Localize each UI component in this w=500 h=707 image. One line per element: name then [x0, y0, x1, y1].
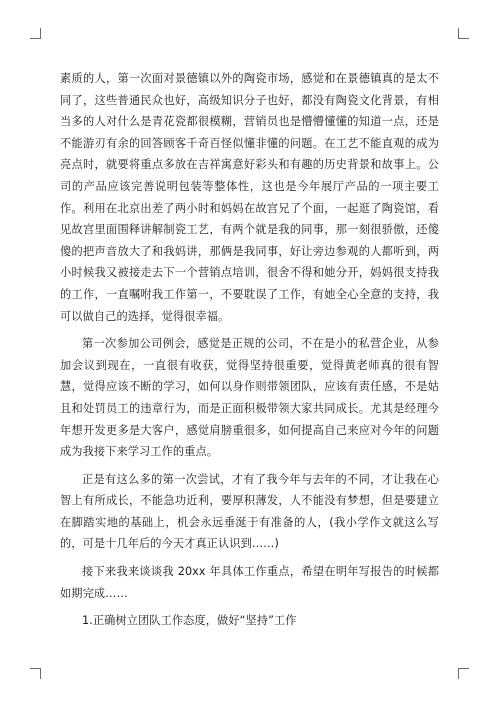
paragraph-4: 接下来我来谈谈我 20xx 年具体工作重点，希望在明年写报告的时候都如期完成……: [60, 565, 439, 600]
paragraph-1: 素质的人，第一次面对景德镇以外的陶瓷市场，感觉和在景德镇真的是太不同了，这些普通民众也好，高级知识分子也好，都没有陶瓷文化背景，有相当多的人对什么是青花瓷都很模糊，营销员也是懵懵懂懂的知道一点，还是不能游刃有余的回答顾客千奇百怪似懂非懂的问题。在工艺不能直观的成为亮点时，就要将重点多放在吉祥寓意好彩头和有趣的历史背景和故事上。公司的产品应该完善说明包装等整体性，这也是今年展厅产品的一项主要工作。利用在北京出差了两小时和妈妈在故宫兄了个面，一起逛了陶瓷馆，看见故宫里面围释讲解制瓷工艺，有两个就是我的同事，那一刻很骄傲，还傻傻的把声音放大了和我妈讲，那俩是我同事，好让旁边参观的人都听到，两小时候我又被接走去下一个营销点培训，很舍不得和她分开，妈妈很支持我的工作，一直嘱咐我工作第一，不要耽误了工作，有她全心全意的支持，我可以做自己的选择，觉得很幸福。: [60, 72, 439, 323]
section-heading: 1.正确树立团队工作态度，做好“坚持”工作: [82, 614, 297, 628]
page-corner-mark-top-left: [30, 28, 41, 39]
page-corner-mark-bottom-right: [458, 668, 469, 679]
paragraph-3: 正是有这么多的第一次尝试，才有了我今年与去年的不同，才让我在心智上有所成长，不能急功近利，要厚积薄发，人不能没有梦想，但是要建立在脚踏实地的基础上，机会永远垂涎于有准备的人，(我小学作文就这么写的，可是十几年后的今天才真正认识到……): [60, 472, 439, 551]
page-corner-mark-bottom-left: [30, 668, 41, 679]
document-body: [60, 68, 439, 638]
paragraph-2: 第一次参加公司例会，感觉是正规的公司，不在是小的私营企业，从参加会议到现在，一直很有收获，觉得坚持很重要，觉得黄老师真的很有智慧，觉得应该不断的学习，如何以身作则带领团队，应该有责任感，不是姑且和处罚员工的违章行为，而是正面积极带领大家共同成长。尤其是经理今年想开发更多是大客户，感觉肩膀重很多，如何提高自己来应对今年的问题成为我接下来学习工作的重点。: [60, 337, 439, 459]
page-corner-mark-top-right: [458, 28, 469, 39]
